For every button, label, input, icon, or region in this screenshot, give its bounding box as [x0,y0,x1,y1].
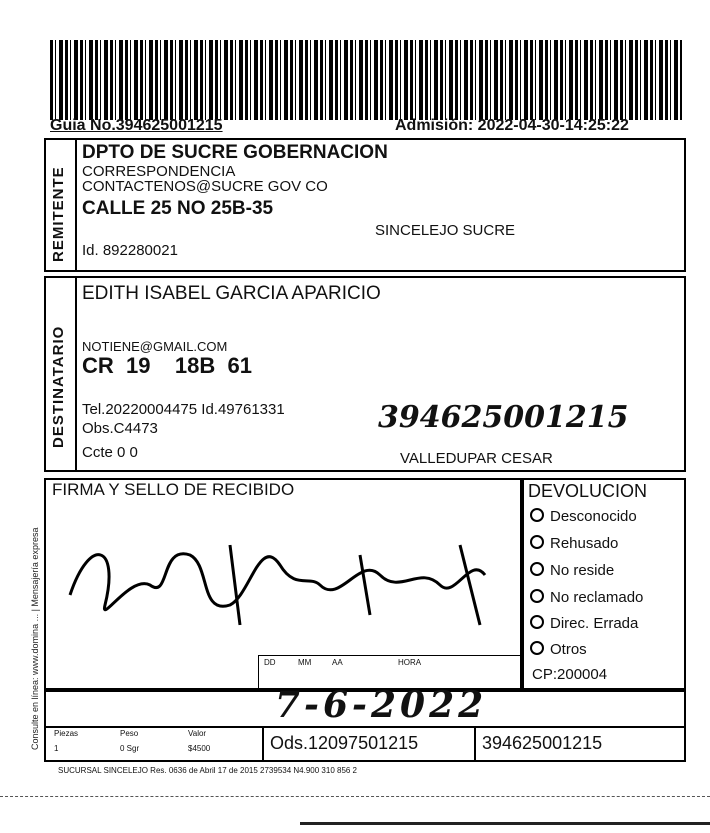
devolucion-option: Desconocido [530,508,637,525]
date-divider [258,655,259,690]
ods-number: Ods.12097501215 [270,733,419,753]
devolucion-cp: CP:200004 [532,666,608,683]
divider [262,726,264,762]
valor-label: Valor [188,729,207,738]
destinatario-obs: Obs.C4473 [82,420,158,437]
destinatario-ccte: Ccte 0 0 [82,444,138,461]
remitente-id: Id. 892280021 [82,242,178,259]
barcode [50,40,682,120]
remitente-line2: CORRESPONDENCIA [82,163,236,180]
divider [75,276,77,472]
radio-icon [530,641,544,655]
remitente-label: REMITENTE [50,166,67,262]
devolucion-option: Direc. Errada [530,615,638,632]
divider [474,726,476,762]
destinatario-city: VALLEDUPAR CESAR [400,450,553,467]
destinatario-label: DESTINATARIO [50,325,67,448]
radio-icon [530,589,544,603]
piezas-label: Piezas [54,729,79,738]
destinatario-name: EDITH ISABEL GARCIA APARICIO [82,283,381,304]
radio-icon [530,562,544,576]
edge-line [300,822,710,825]
radio-icon [530,615,544,629]
valor-value: $4500 [188,744,211,753]
radio-icon [530,508,544,522]
peso-value: 0 Sgr [120,744,140,753]
remitente-address: CALLE 25 NO 25B-35 [82,198,274,219]
piezas-value: 1 [54,744,59,753]
date-label-mm: MM [298,658,312,667]
footer-text: SUCURSAL SINCELEJO Res. 0636 de Abril 17 de 2015 2739534 N4.900 310 856 2 [58,766,358,775]
devolucion-label: DEVOLUCION [528,481,648,501]
date-label-hora: HORA [398,658,422,667]
destinatario-tel: Tel.20220004475 Id.49761331 [82,401,285,418]
destinatario-address: CR 19 18B 61 [82,353,252,378]
date-label-dd: DD [264,658,276,667]
peso-label: Peso [120,729,139,738]
admission-date: Admisión: 2022-04-30-14:25:22 [395,117,629,134]
handwritten-number: 394625001215 [378,400,629,435]
devolucion-option: No reside [530,562,614,579]
divider [75,138,77,272]
devolucion-option: Otros [530,641,587,658]
radio-icon [530,535,544,549]
devolucion-option: No reclamado [530,589,643,606]
remitente-name: DPTO DE SUCRE GOBERNACION [82,142,388,163]
handwritten-date: 7-6-2022 [275,684,488,726]
guia-number: Guia No.394625001215 [50,117,223,134]
signature [60,515,500,635]
guia-number-bottom: 394625001215 [482,733,603,753]
devolucion-option: Rehusado [530,535,618,552]
side-text: Consulte en línea: www.domina ... | Mensajería expresa [30,527,40,750]
date-line [258,655,522,656]
date-label-aa: AA [332,658,343,667]
destinatario-email: NOTIENE@GMAIL.COM [82,339,228,354]
remitente-email: CONTACTENOS@SUCRE GOV CO [82,178,328,195]
remitente-city: SINCELEJO SUCRE [375,222,516,239]
firma-label: FIRMA Y SELLO DE RECIBIDO [52,480,295,499]
tear-line [0,796,710,797]
